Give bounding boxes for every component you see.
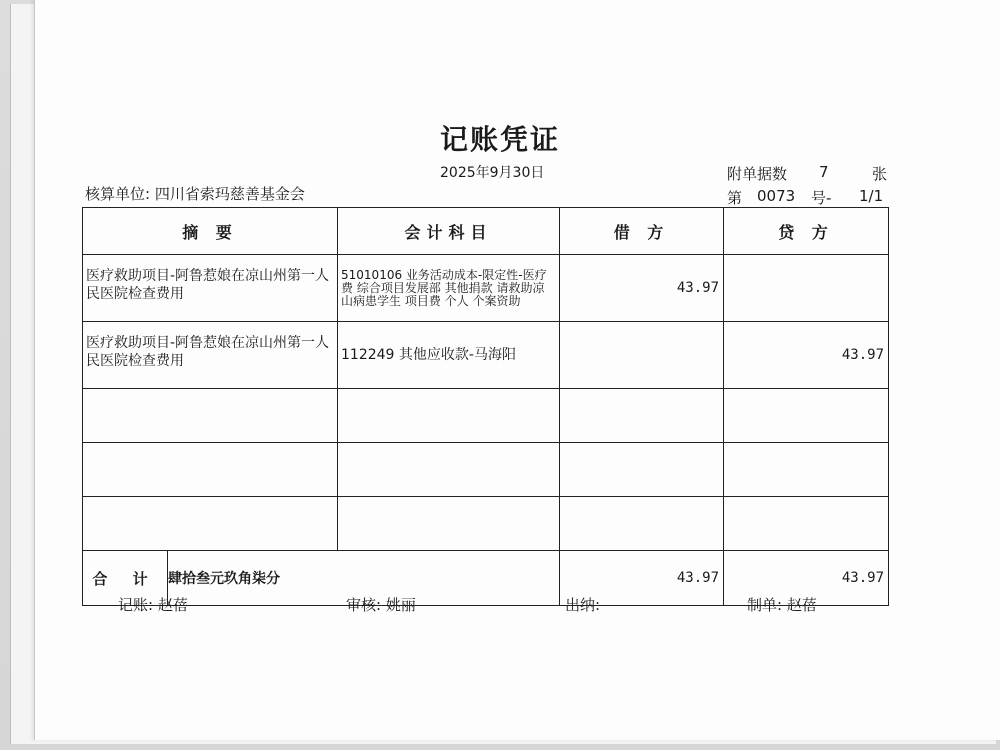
reviewer-signature: [346, 594, 416, 615]
preparer-label: 制单:: [747, 596, 783, 614]
total-debit: 43.97: [560, 551, 724, 606]
voucher-title: 记账凭证: [439, 123, 560, 156]
header-summary: 摘 要: [83, 208, 338, 255]
attachments-count: 7: [819, 163, 829, 181]
table-row: [83, 255, 889, 322]
entry-debit: 43.97: [560, 255, 724, 322]
voucher-number-value: 0073: [757, 187, 796, 205]
entry-credit: [724, 255, 889, 322]
preparer-name: 赵蓓: [786, 596, 817, 614]
table-row-empty: [83, 497, 889, 551]
reviewer-label: 审核:: [346, 596, 382, 614]
voucher-date: 2025年9月30日: [440, 165, 545, 181]
attachments-label: 附单据数: [727, 165, 788, 183]
attachments-unit: 张: [872, 165, 888, 183]
preparer-signature: [747, 594, 817, 615]
total-label: 合 计: [83, 551, 168, 606]
entry-summary: 医疗救助项目-阿鲁惹娘在凉山州第一人民医院检查费用: [83, 322, 338, 389]
cashier-signature: [565, 594, 600, 615]
voucher-page: 1/1: [859, 187, 884, 205]
voucher-table: [82, 207, 889, 606]
table-row: [83, 322, 889, 389]
entry-account: 112249 其他应收款-马海阳: [338, 322, 560, 389]
header-credit: 贷 方: [724, 208, 889, 255]
table-row-empty: [83, 443, 889, 497]
bookkeeper-label: 记账:: [118, 596, 154, 614]
entry-credit: 43.97: [724, 322, 889, 389]
accounting-unit-name: 四川省索玛慈善基金会: [154, 185, 305, 203]
header-debit: 借 方: [560, 208, 724, 255]
entry-debit: [560, 322, 724, 389]
total-credit: 43.97: [724, 551, 889, 606]
total-amount-words: 肆拾叁元玖角柒分: [168, 551, 560, 606]
table-row-empty: [83, 389, 889, 443]
accounting-unit: [85, 183, 305, 204]
bookkeeper-name: 赵蓓: [157, 596, 188, 614]
entry-account: 51010106 业务活动成本-限定性-医疗费 综合项目发展部 其他捐款 请救助凉山病患学生 项目费 个人 个案资助: [338, 255, 560, 322]
accounting-unit-label: 核算单位:: [85, 185, 151, 203]
bookkeeper-signature: [118, 594, 188, 615]
voucher-number-prefix: 第: [727, 189, 743, 207]
voucher-number: [727, 187, 887, 207]
reviewer-name: 姚丽: [385, 596, 416, 614]
cashier-label: 出纳:: [565, 596, 601, 614]
entry-summary: 医疗救助项目-阿鲁惹娘在凉山州第一人民医院检查费用: [83, 255, 338, 322]
table-header-row: [83, 208, 889, 255]
header-account: 会计科目: [338, 208, 560, 255]
voucher-number-suffix: 号-: [811, 189, 832, 207]
